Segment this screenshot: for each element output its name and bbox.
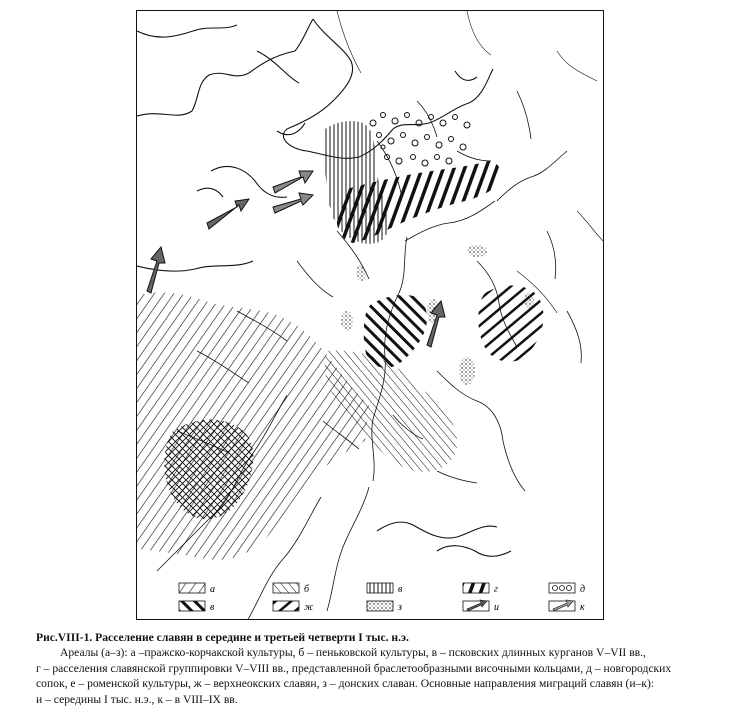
legend-item-a [179,583,215,595]
legend-item-b [273,583,310,595]
legend-label-e: в [210,602,215,613]
arrow-k-1 [273,171,313,193]
legend-item-e [179,601,215,613]
arrow-i-1 [207,199,249,229]
legend-item-i [463,600,499,613]
legend-item-k [549,600,585,613]
area-zh-upper-oka [478,286,543,362]
area-e-romny [364,295,427,368]
legend-item-zh [273,601,314,613]
area-a-prague-korchak [137,292,369,560]
legend-label-k: к [580,602,585,613]
caption-line-2: г – расселения славянской группировки V–VIII вв., представленной браслетообразными височными кольцами, д – новгородских [36,661,672,675]
arrow-k-2 [273,193,313,213]
legend-label-g: г [494,584,498,595]
map-frame [136,10,604,620]
caption-line-1: Ареалы (а–з): а –пражско-корчакской культуры, б – пеньковской культуры, в – псковских длинных курганов V–VII вв., [60,646,646,660]
legend-label-z: з [398,602,402,613]
area-b-penkovka [325,351,458,472]
legend-label-d: д [580,584,586,595]
legend [179,583,585,613]
figure-caption [36,630,726,707]
caption-title: Рис.VIII-1. Расселение славян в середине и третьей четверти I тыс. н.э. [36,631,409,644]
legend-item-z [367,601,402,613]
caption-line-4: и – середины I тыс. н.э., к – в VIII–IX вв. [36,692,238,706]
legend-label-b: б [304,584,310,595]
caption-line-3: сопок, е – роменской культуры, ж – верхнеокских славян, з – донских славан. Основные направления миграций славян (и–к): [36,677,655,691]
legend-label-i: и [494,602,499,613]
legend-label-a: а [210,584,215,595]
borders [337,11,604,313]
legend-label-v: в [398,584,403,595]
legend-item-d [549,583,585,595]
legend-item-v [367,583,403,595]
legend-item-g [463,583,498,595]
map-canvas [137,11,604,620]
legend-label-zh: ж [304,602,314,613]
area-d-novgorod-sopki [370,113,470,167]
